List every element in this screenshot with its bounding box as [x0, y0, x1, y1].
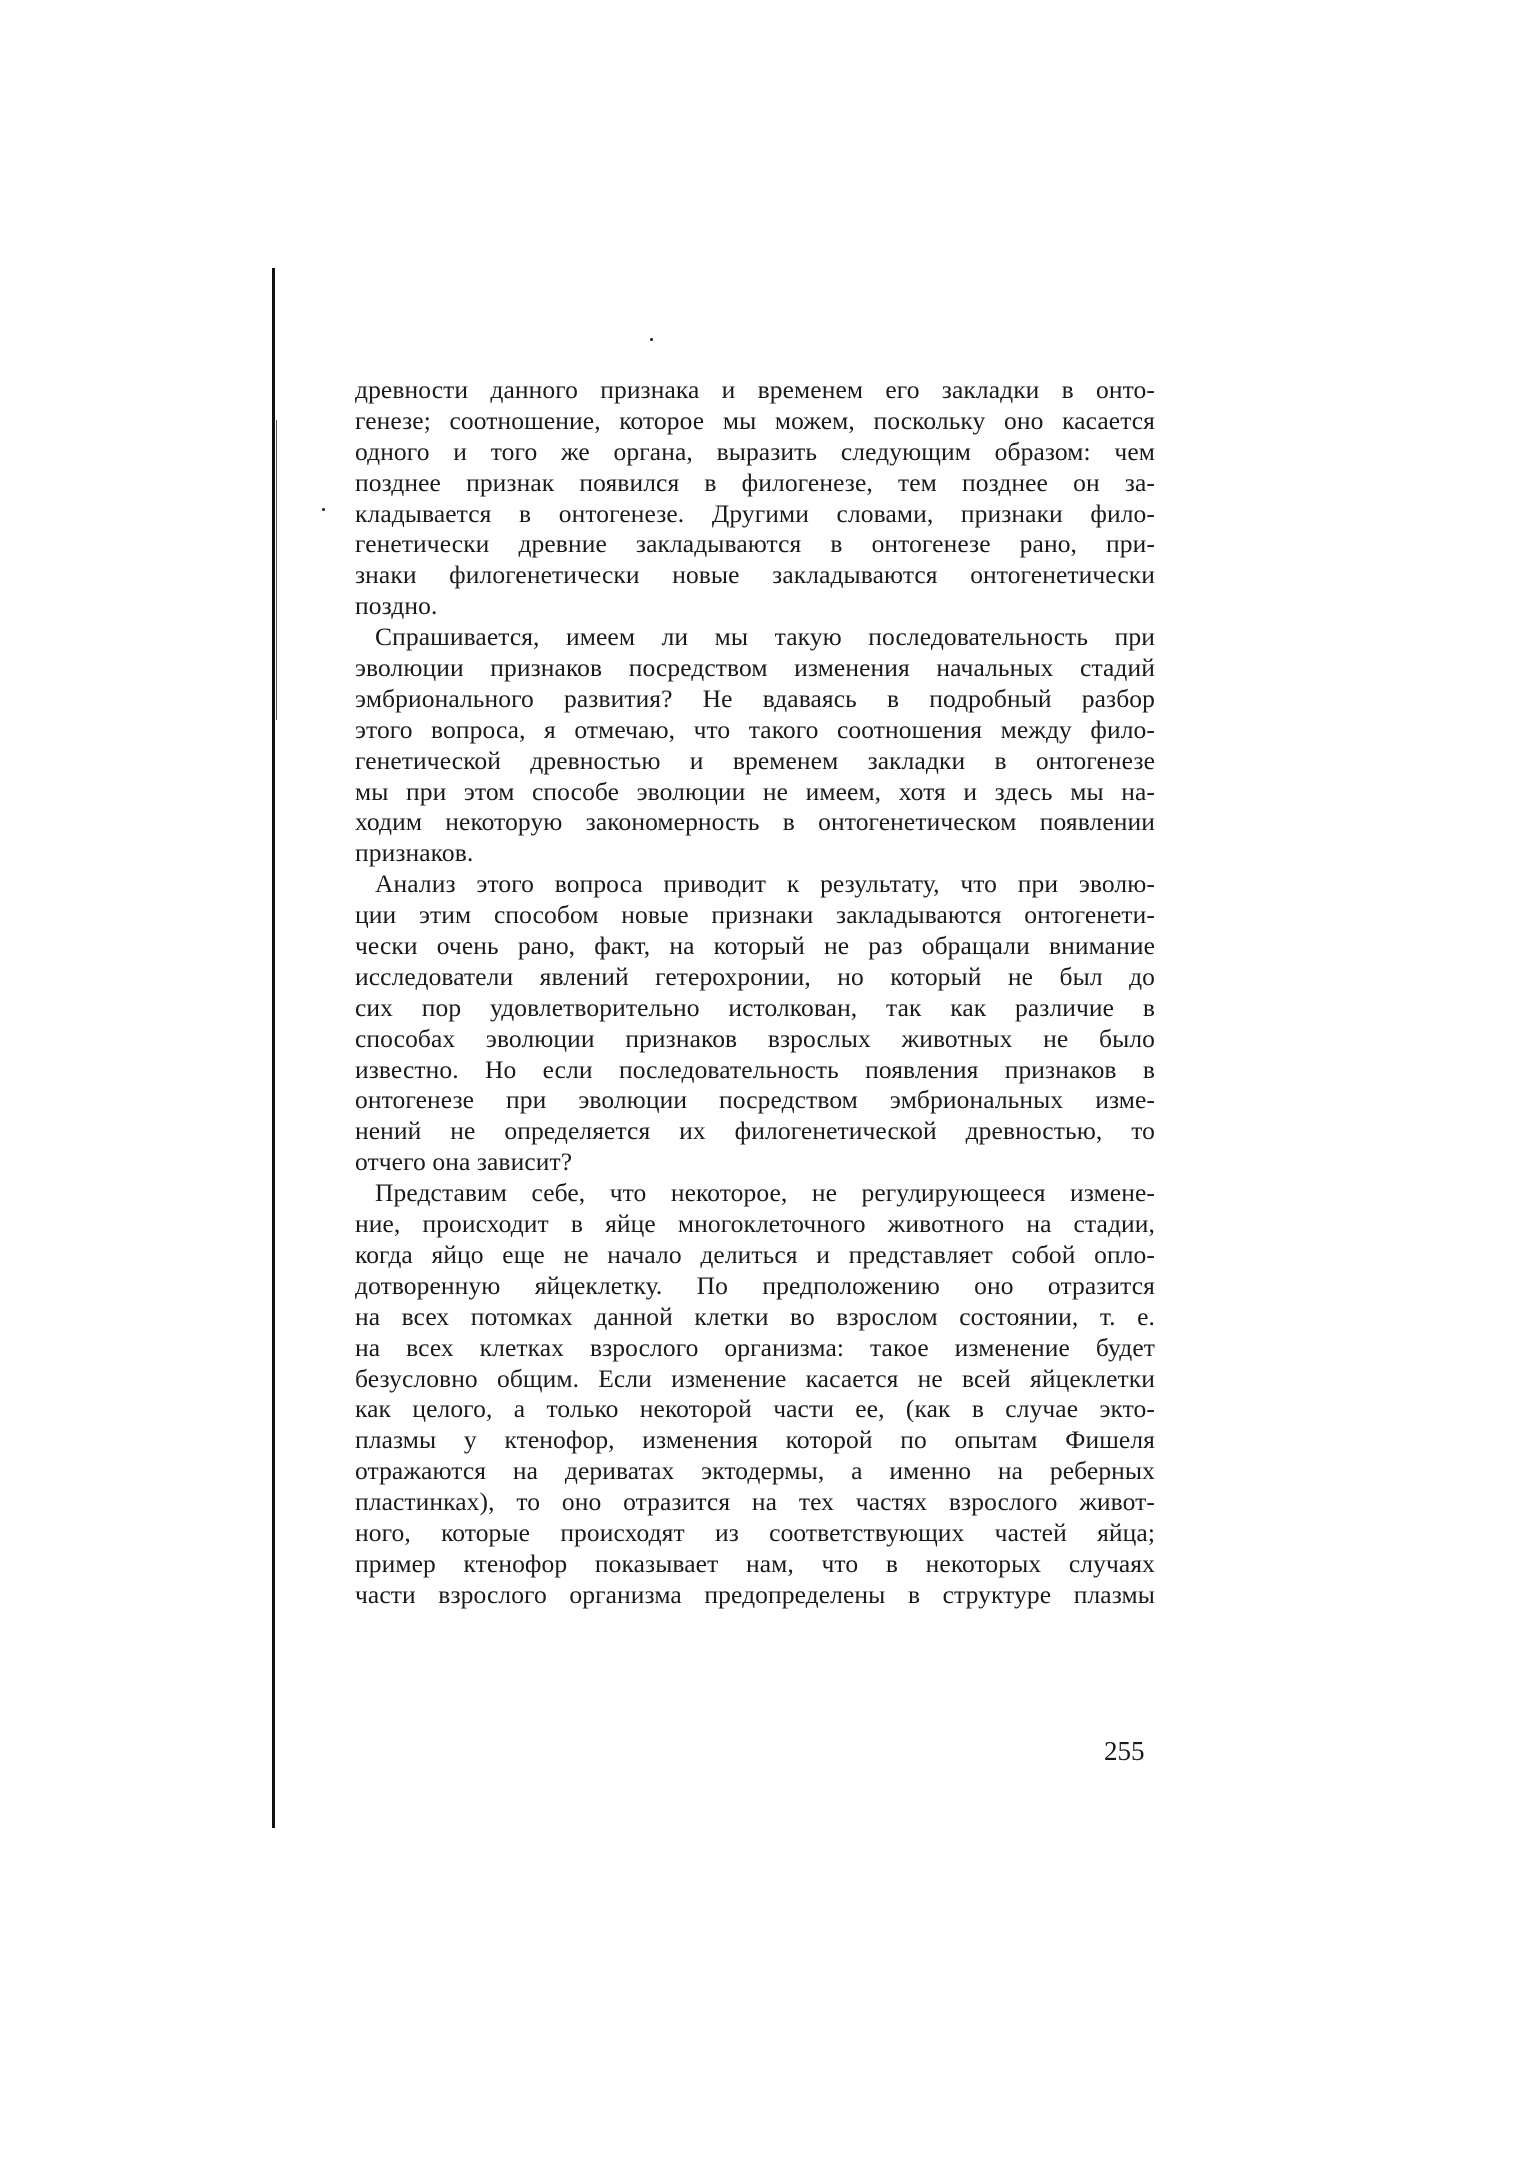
text-line: эмбрионального развития? Не вдаваясь в подробный разбор	[355, 683, 1155, 713]
text-line: способах эволюции признаков взрослых животных не было	[355, 1023, 1155, 1053]
text-line: позднее признак появился в филогенезе, тем позднее он за-	[355, 467, 1155, 497]
page-body-text	[355, 375, 1155, 1611]
text-line: ного, которые происходят из соответствующих частей яйца;	[355, 1517, 1155, 1547]
text-line: отражаются на дериватах эктодермы, а именно на реберных	[355, 1456, 1155, 1486]
text-line: дотворенную яйцеклетку. По предположению оно отразится	[355, 1270, 1155, 1300]
text-line: пластинках), то оно отразится на тех частях взрослого живот-	[355, 1487, 1155, 1517]
text-line: пример ктенофор показывает нам, что в некоторых случаях	[355, 1548, 1155, 1578]
text-line: чески очень рано, факт, на который не раз обращали внимание	[355, 931, 1155, 961]
text-line: на всех клетках взрослого организма: такое изменение будет	[355, 1332, 1155, 1362]
scan-speck	[322, 508, 325, 511]
text-line: как целого, а только некоторой части ее, (как в случае экто-	[355, 1394, 1155, 1424]
text-line: на всех потомках данной клетки во взрослом состоянии, т. е.	[355, 1301, 1155, 1331]
page-number: 255	[1104, 1736, 1145, 1766]
text-line: ходим некоторую закономерность в онтогенетическом появлении	[355, 807, 1155, 837]
scan-speck	[650, 338, 653, 341]
text-line: сих пор удовлетворительно истолкован, так как различие в	[355, 992, 1155, 1022]
text-line: известно. Но если последовательность появления признаков в	[355, 1054, 1155, 1084]
text-line: генетической древностью и временем закладки в онтогенезе	[355, 745, 1155, 775]
paragraph-first-line: Представим себе, что некоторое, не регулирующееся измене-	[375, 1178, 1155, 1208]
text-line: древности данного признака и временем его закладки в онто-	[355, 375, 1155, 404]
text-line: знаки филогенетически новые закладываются онтогенетически	[355, 560, 1155, 590]
text-line: одного и того же органа, выразить следующим образом: чем	[355, 436, 1155, 466]
text-line: нений не определяется их филогенетической древностью, то	[355, 1116, 1155, 1146]
text-line: когда яйцо еще не начало делиться и представляет собой опло-	[355, 1239, 1155, 1269]
scan-binding-shadow	[276, 420, 277, 720]
text-line: признаков.	[355, 838, 474, 868]
text-line: генетически древние закладываются в онтогенезе рано, при-	[355, 529, 1155, 559]
text-line: безусловно общим. Если изменение касается не всей яйцеклетки	[355, 1363, 1155, 1393]
text-line: части взрослого организма предопределены в структуре плазмы	[355, 1579, 1155, 1609]
scan-binding-edge	[272, 268, 275, 1828]
text-line: ции этим способом новые признаки закладываются онтогенети-	[355, 900, 1155, 930]
text-line: эволюции признаков посредством изменения начальных стадий	[355, 653, 1155, 683]
text-line: исследователи явлений гетерохронии, но который не был до	[355, 961, 1155, 991]
text-line: мы при этом способе эволюции не имеем, хотя и здесь мы на-	[355, 776, 1155, 806]
text-line: генезе; соотношение, которое мы можем, поскольку оно касается	[355, 405, 1155, 435]
text-line: этого вопроса, я отмечаю, что такого соотношения между фило-	[355, 714, 1155, 744]
text-line: ние, происходит в яйце многоклеточного животного на стадии,	[355, 1209, 1155, 1239]
text-line: онтогенезе при эволюции посредством эмбриональных изме-	[355, 1085, 1155, 1115]
text-line: отчего она зависит?	[355, 1147, 573, 1177]
paragraph-first-line: Спрашивается, имеем ли мы такую последовательность при	[375, 622, 1155, 652]
paragraph-first-line: Анализ этого вопроса приводит к результату, что при эволю-	[375, 869, 1155, 899]
text-line: плазмы у ктенофор, изменения которой по опытам Фишеля	[355, 1425, 1155, 1455]
text-line: кладывается в онтогенезе. Другими словами, признаки фило-	[355, 498, 1155, 528]
text-line: поздно.	[355, 591, 438, 621]
